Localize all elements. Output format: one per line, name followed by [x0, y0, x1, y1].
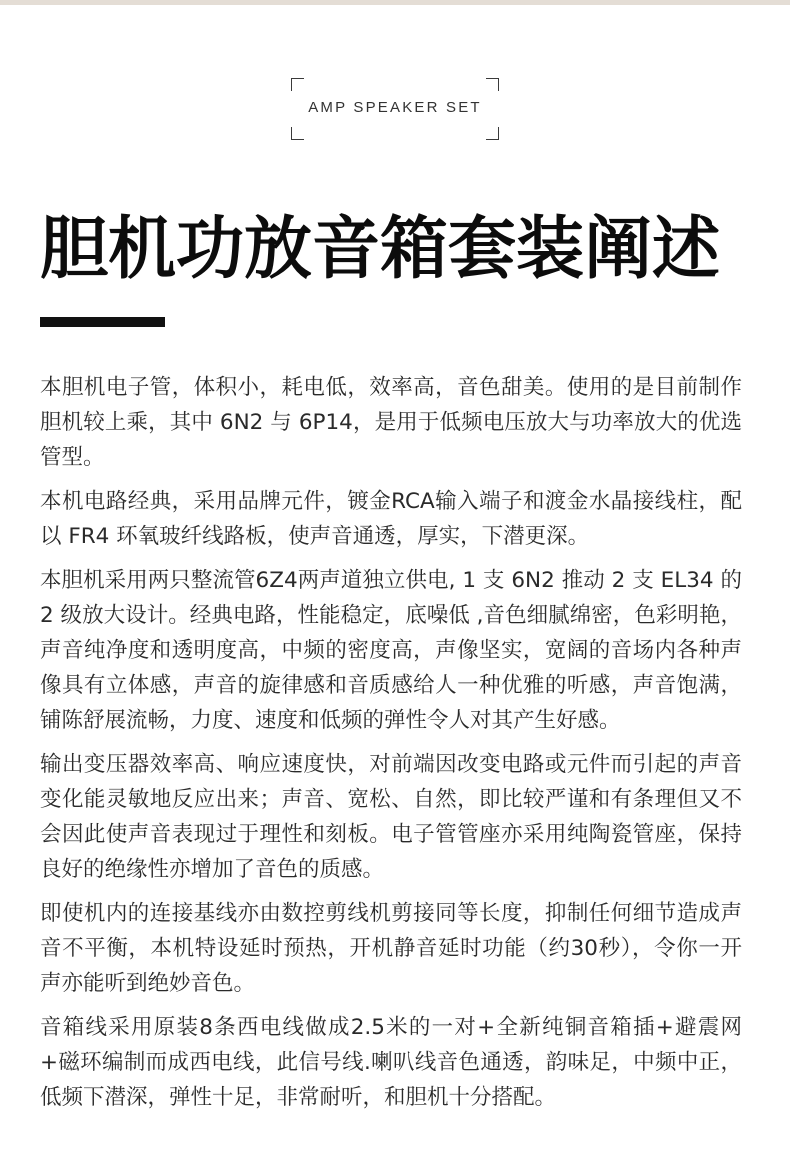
corner-bracket-bottom-right	[486, 127, 499, 140]
corner-bracket-top-left	[291, 78, 304, 91]
paragraph-speaker-cable: 音箱线采用原装8条西电线做成2.5米的一对+全新纯铜音箱插+避震网+磁环编制而成西电线，此信号线.喇叭线音色通透，韵味足，中频中正，低频下潜深，弹性十足，非常耐听，和胆机十分搭配。	[40, 1015, 742, 1110]
paragraph-intro: 本胆机电子管，体积小，耗电低，效率高，音色甜美。使用的是目前制作胆机较上乘，其中 6N2 与 6P14，是用于低频电压放大与功率放大的优选管型。	[40, 375, 742, 470]
paragraph-transformer: 输出变压器效率高、响应速度快，对前端因改变电路或元件而引起的声音变化能灵敏地反应出来；声音、宽松、自然，即比较严谨和有条理但又不会因此使声音表现过于理性和刻板。电子管管座亦采用纯陶瓷管座，保持良好的绝缘性亦增加了音色的质感。	[40, 752, 742, 882]
page-title: 胆机功放音箱套装阐述	[40, 210, 721, 289]
article-body	[40, 370, 742, 1124]
section-badge	[291, 78, 499, 140]
paragraph-design: 本胆机采用两只整流管6Z4两声道独立供电, 1 支 6N2 推动 2 支 EL34 的 2 级放大设计。经典电路，性能稳定，底噪低 ,音色细腻绵密，色彩明艳，声音纯净度和透明度高，中频的密度高，声像坚实，宽阔的音场内各种声像具有立体感，声音的旋律感和音质感给人一种优雅的听感，声音饱满，铺陈舒展流畅，力度、速度和低频的弹性令人对其产生好感。	[40, 568, 742, 733]
title-underline-bar	[40, 317, 165, 327]
corner-bracket-bottom-left	[291, 127, 304, 140]
top-decorative-strip	[0, 0, 790, 5]
paragraph-circuit: 本机电路经典，采用品牌元件，镀金RCA输入端子和渡金水晶接线柱，配以 FR4 环氧玻纤线路板，使声音通透，厚实，下潜更深。	[40, 489, 742, 549]
paragraph-wiring: 即使机内的连接基线亦由数控剪线机剪接同等长度，抑制任何细节造成声音不平衡，本机特设延时预热，开机静音延时功能（约30秒），令你一开声亦能听到绝妙音色。	[40, 901, 742, 996]
corner-bracket-top-right	[486, 78, 499, 91]
badge-label: AMP SPEAKER SET	[308, 99, 482, 116]
